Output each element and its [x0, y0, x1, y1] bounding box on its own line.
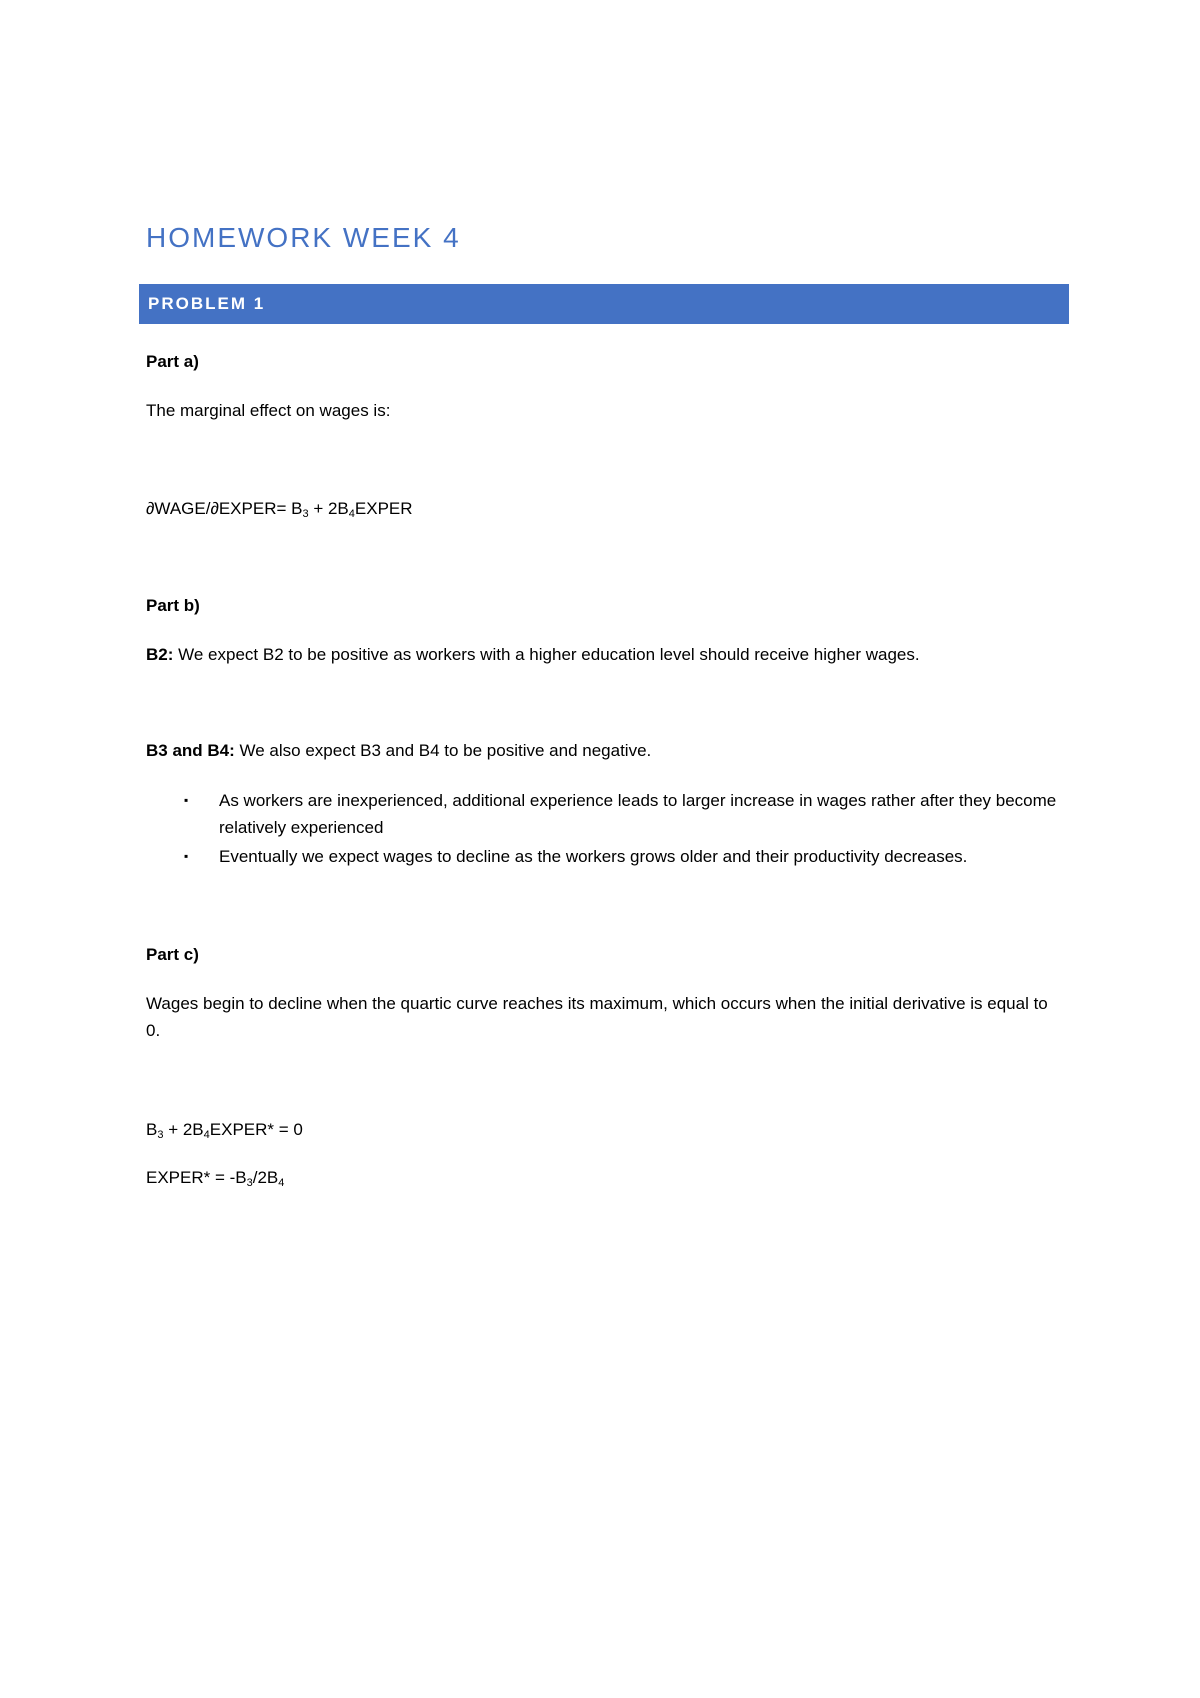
equation-part: EXPER* = 0 [209, 1120, 303, 1139]
equation-part: EXPER* = -B [146, 1168, 247, 1187]
equation-subscript: 4 [278, 1177, 285, 1189]
bullet-list [146, 787, 1066, 872]
b3b4-label: B3 and B4: [146, 741, 235, 760]
list-item [146, 787, 1066, 841]
list-item-text: As workers are inexperienced, additional experience leads to larger increase in wages rather after they become relatively experienced [219, 791, 1057, 837]
b2-text: We expect B2 to be positive as workers with a higher education level should receive higher wages. [173, 645, 920, 664]
part-b-heading: Part b) [146, 596, 200, 615]
bullet-icon: ▪ [184, 849, 189, 863]
document-title: HOMEWORK WEEK 4 [146, 222, 461, 253]
part-a-heading: Part a) [146, 352, 199, 371]
section-header-bar [139, 284, 1069, 324]
part-c-equation-2 [146, 1164, 284, 1191]
part-a-equation [146, 495, 413, 522]
equation-part: B [146, 1120, 158, 1139]
part-c-paragraph: Wages begin to decline when the quartic curve reaches its maximum, which occurs when the initial derivative is equal to 0. [146, 994, 1048, 1040]
equation-subscript: 4 [203, 1129, 210, 1141]
part-b-b2-paragraph [146, 641, 920, 668]
b2-label: B2: [146, 645, 174, 664]
bullet-icon: ▪ [184, 793, 189, 807]
list-item-text: Eventually we expect wages to decline as the workers grows older and their productivity decreases. [219, 847, 968, 866]
equation-subscript: 3 [302, 508, 309, 520]
equation-lhs: ∂WAGE/∂EXPER= B [146, 499, 303, 518]
section-header-label: PROBLEM 1 [148, 294, 266, 313]
equation-middle: + 2B [308, 499, 349, 518]
list-item [146, 843, 1066, 870]
equation-rhs: EXPER [354, 499, 413, 518]
part-b-b3b4-paragraph [146, 737, 651, 764]
equation-part: /2B [252, 1168, 279, 1187]
equation-part: + 2B [163, 1120, 204, 1139]
part-c-equation-1 [146, 1116, 303, 1143]
part-a-intro: The marginal effect on wages is: [146, 401, 391, 420]
equation-subscript: 3 [157, 1129, 164, 1141]
part-c-heading: Part c) [146, 945, 199, 964]
equation-subscript: 3 [246, 1177, 253, 1189]
b3b4-text: We also expect B3 and B4 to be positive and negative. [234, 741, 652, 760]
equation-subscript: 4 [348, 508, 355, 520]
